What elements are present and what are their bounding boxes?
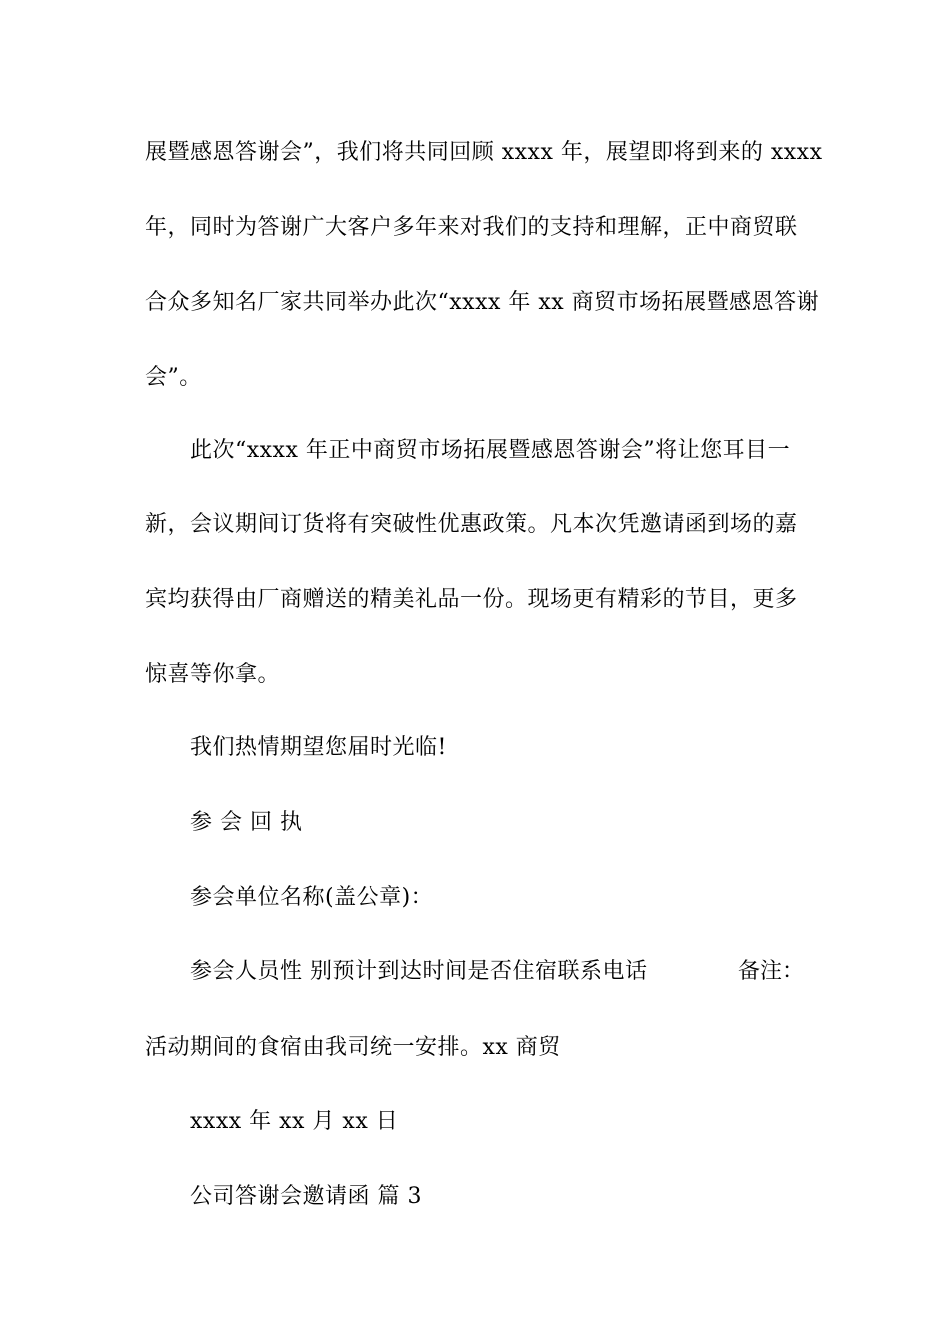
paragraph-1-line-2: 年，同时为答谢广大客户多年来对我们的支持和理解，正中商贸联	[145, 215, 798, 240]
welcome-text: 我们热情期望您届时光临!	[190, 735, 447, 760]
unit-name-label: 参会单位名称(盖公章)：	[190, 885, 434, 910]
date-line: xxxx 年 xx 月 xx 日	[190, 1109, 399, 1134]
paragraph-2-line-3: 宾均获得由厂商赠送的精美礼品一份。现场更有精彩的节目，更多	[145, 587, 798, 612]
receipt-title: 参 会 回 执	[190, 810, 303, 835]
paragraph-2-line-2: 新，会议期间订货将有突破性优惠政策。凡本次凭邀请函到场的嘉	[145, 512, 798, 537]
paragraph-1-line-1: 展暨感恩答谢会”，我们将共同回顾 xxxx 年，展望即将到来的 xxxx	[145, 140, 823, 165]
next-section-heading: 公司答谢会邀请函 篇 3	[190, 1184, 422, 1209]
paragraph-2-line-4: 惊喜等你拿。	[145, 662, 281, 687]
note-text: 活动期间的食宿由我司统一安排。xx 商贸	[145, 1035, 561, 1060]
paragraph-1-line-3: 合众多知名厂家共同举办此次“xxxx 年 xx 商贸市场拓展暨感恩答谢	[145, 290, 820, 315]
attendee-fields-label: 参会人员性 别预计到达时间是否住宿联系电话	[190, 959, 648, 984]
paragraph-1-line-4: 会”。	[145, 365, 202, 390]
note-label: 备注：	[738, 959, 805, 984]
paragraph-2-line-1: 此次“xxxx 年正中商贸市场拓展暨感恩答谢会”将让您耳目一	[190, 438, 791, 463]
